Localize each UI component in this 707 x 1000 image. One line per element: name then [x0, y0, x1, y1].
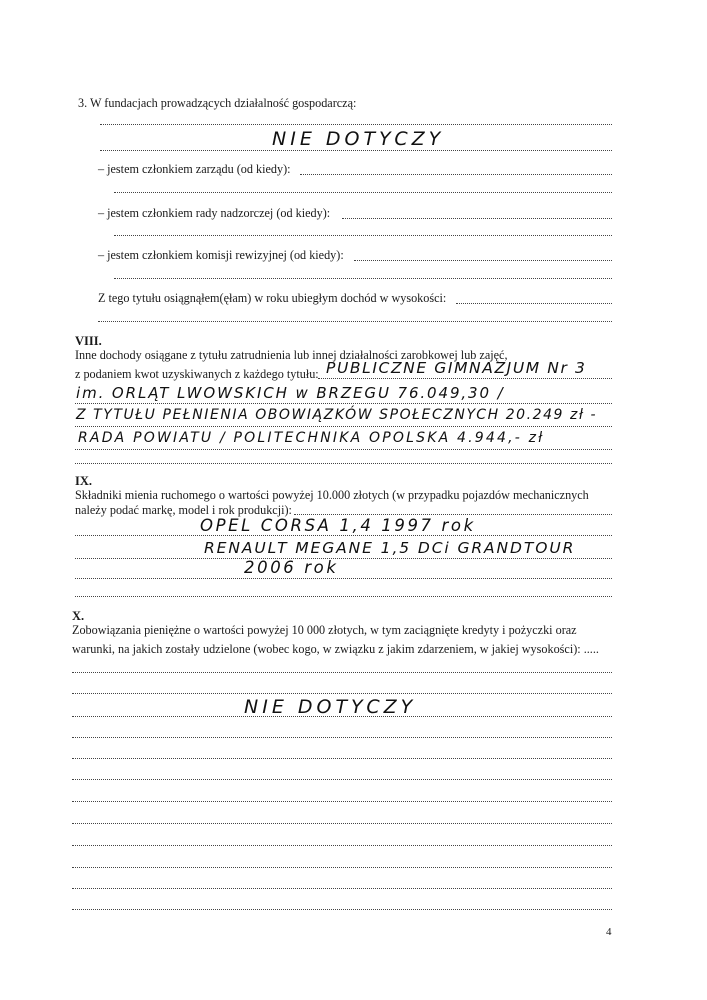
handwritten-income-4: RADA POWIATU / POLITECHNIKA OPOLSKA 4.944,- zł: [78, 430, 545, 446]
handwritten-vehicle-3: 2006 rok: [244, 558, 339, 577]
section8-text-line2: z podaniem kwot uzyskiwanych z każdego tytułu:: [75, 367, 319, 381]
section10-number: X.: [72, 609, 85, 623]
supervisory-board-label: – jestem członkiem rady nadzorczej (od kiedy):: [98, 206, 331, 220]
answer-line: [72, 758, 612, 759]
answer-line: [72, 845, 612, 846]
answer-line: [75, 596, 612, 597]
answer-line: [456, 303, 612, 304]
answer-line: [72, 779, 612, 780]
section8-number: VIII.: [75, 334, 102, 348]
handwritten-not-applicable: NIE DOTYCZY: [272, 128, 445, 150]
answer-line: [114, 235, 612, 236]
answer-line: [72, 801, 612, 802]
page-number: 4: [606, 926, 612, 938]
answer-line: [75, 463, 612, 464]
answer-line: [100, 150, 612, 151]
audit-committee-label: – jestem członkiem komisji rewizyjnej (od kiedy):: [98, 248, 344, 262]
handwritten-income-3: Z TYTUŁU PEŁNIENIA OBOWIĄZKÓW SPOŁECZNYCH 20.249 zł -: [76, 407, 598, 423]
answer-line: [98, 321, 612, 322]
section9-text-line1: Składniki mienia ruchomego o wartości powyżej 10.000 złotych (w przypadku pojazdów mechanicznych: [75, 488, 589, 502]
answer-line: [294, 514, 612, 515]
answer-line: [300, 174, 612, 175]
answer-line: [72, 909, 612, 910]
answer-line: [72, 716, 612, 717]
handwritten-not-applicable: NIE DOTYCZY: [244, 696, 417, 718]
handwritten-vehicle-1: OPEL CORSA 1,4 1997 rok: [200, 516, 476, 535]
handwritten-vehicle-2: RENAULT MEGANE 1,5 DCi GRANDTOUR: [204, 539, 576, 557]
answer-line: [72, 737, 612, 738]
answer-line: [72, 888, 612, 889]
handwritten-income-2: im. ORLĄT LWOWSKICH w BRZEGU 76.049,30 /: [76, 384, 505, 402]
answer-line: [75, 449, 612, 450]
section10-text-line1: Zobowiązania pieniężne o wartości powyżej 10 000 złotych, w tym zaciągnięte kredyty i pożyczki oraz: [72, 623, 577, 637]
board-member-label: – jestem członkiem zarządu (od kiedy):: [98, 162, 291, 176]
answer-line: [75, 578, 612, 579]
section10-text-line2: warunki, na jakich zostały udzielone (wobec kogo, w związku z jakim zdarzeniem, w jakiej wysokości): .....: [72, 642, 599, 656]
answer-line: [72, 867, 612, 868]
section9-text-line2: należy podać markę, model i rok produkcji):: [75, 503, 292, 517]
answer-line: [114, 192, 612, 193]
answer-line: [342, 218, 612, 219]
answer-line: [72, 672, 612, 673]
answer-line: [75, 558, 612, 559]
answer-line: [318, 378, 612, 379]
section3-heading: 3. W fundacjach prowadzących działalność gospodarczą:: [78, 96, 357, 110]
handwritten-income-1: PUBLICZNE GIMNAZJUM Nr 3: [326, 359, 587, 377]
answer-line: [75, 535, 612, 536]
answer-line: [114, 278, 612, 279]
section8-text-line1: Inne dochody osiągane z tytułu zatrudnienia lub innej działalności zarobkowej lub zajęć,: [75, 348, 508, 362]
answer-line: [354, 260, 612, 261]
income-label: Z tego tytułu osiągnąłem(ęłam) w roku ubiegłym dochód w wysokości:: [98, 291, 447, 305]
answer-line: [72, 823, 612, 824]
section9-number: IX.: [75, 474, 93, 488]
answer-line: [75, 426, 612, 427]
answer-line: [75, 403, 612, 404]
answer-line: [100, 124, 612, 125]
answer-line: [72, 693, 612, 694]
